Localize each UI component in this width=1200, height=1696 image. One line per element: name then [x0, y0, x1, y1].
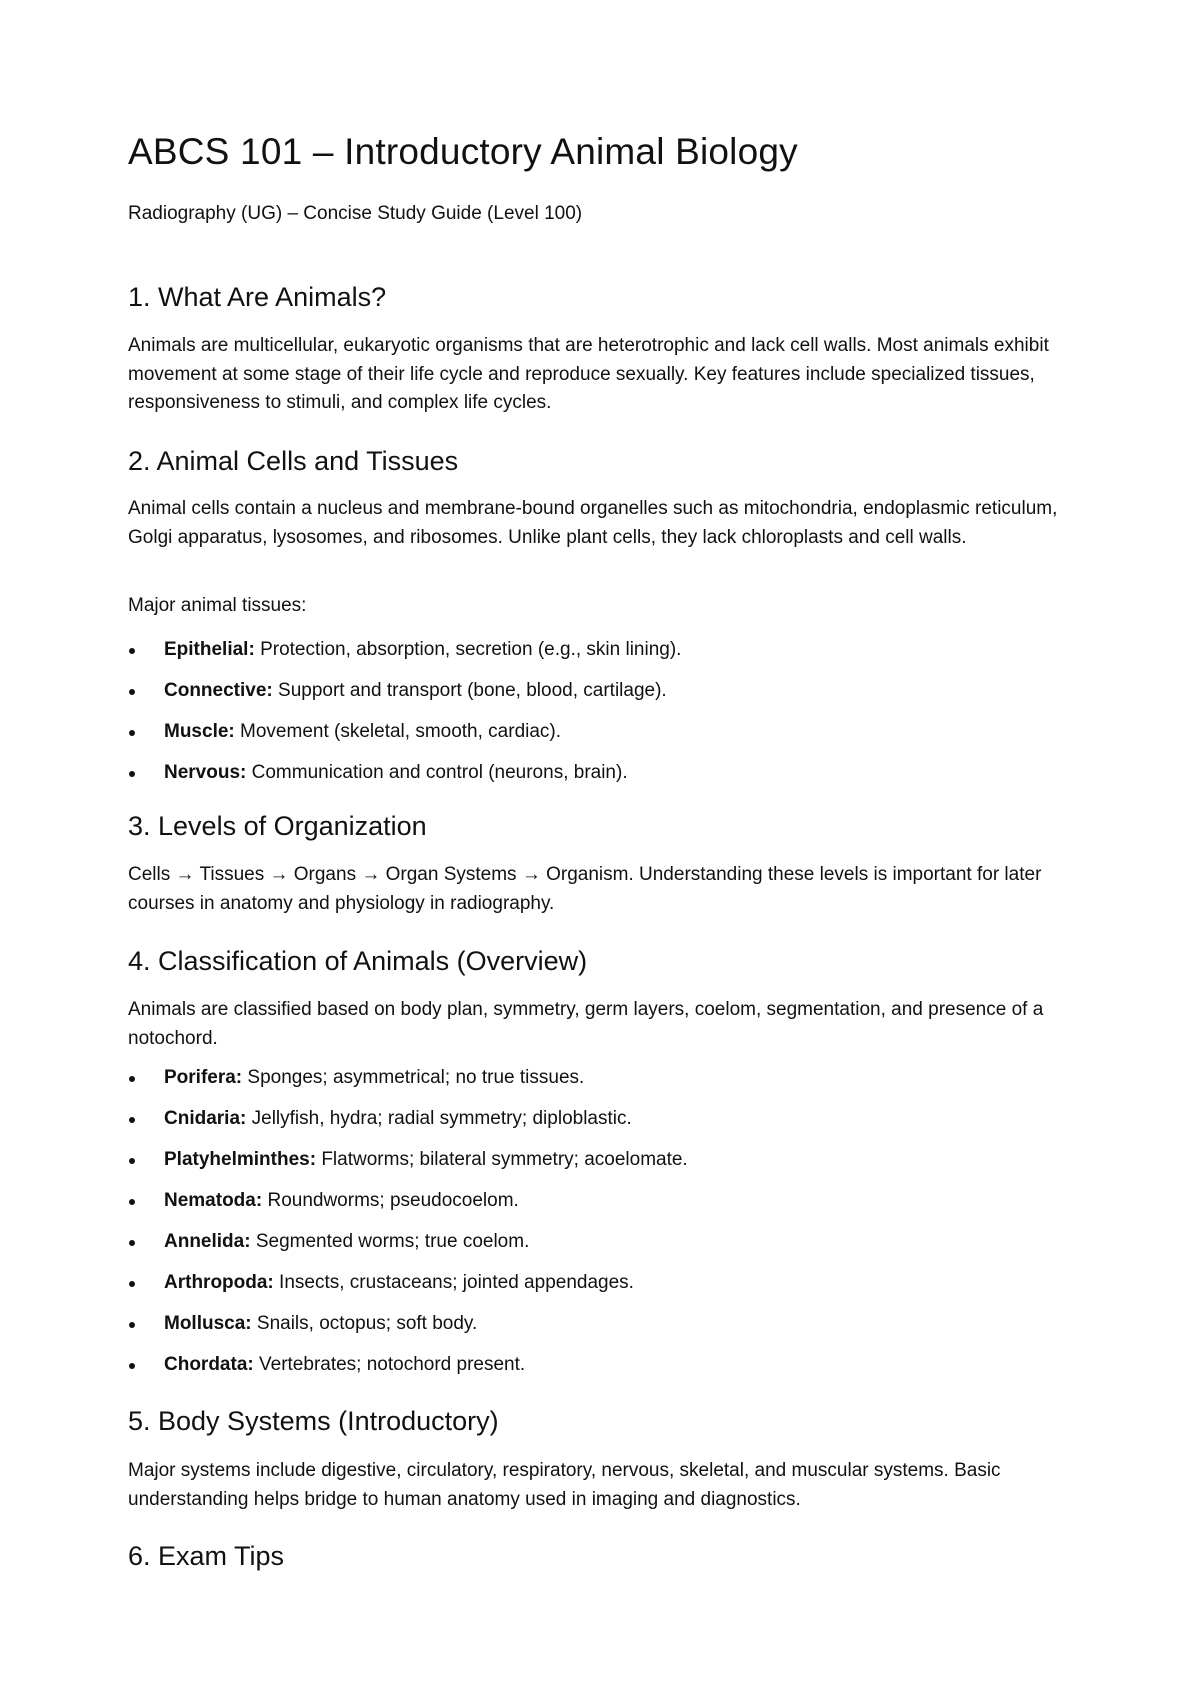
section-heading: 3. Levels of Organization	[128, 811, 427, 841]
section-heading: 6. Exam Tips	[128, 1541, 285, 1571]
list-item	[128, 1228, 1088, 1269]
list-item-term: Porifera:	[164, 1067, 243, 1088]
tissue-list	[128, 636, 1088, 800]
list-item-term: Chordata:	[164, 1354, 254, 1375]
list-item-term: Nematoda:	[164, 1190, 263, 1211]
section-heading: 4. Classification of Animals (Overview)	[128, 946, 588, 976]
bullet-icon	[129, 1076, 135, 1082]
list-item	[128, 1351, 1088, 1392]
list-item-text: Segmented worms; true coelom.	[250, 1231, 530, 1252]
list-item	[128, 718, 1088, 759]
list-item	[128, 759, 1088, 800]
section-heading: 1. What Are Animals?	[128, 282, 387, 312]
list-intro: Major animal tissues:	[128, 595, 307, 616]
bullet-icon	[129, 771, 135, 777]
section-heading: 5. Body Systems (Introductory)	[128, 1406, 499, 1436]
list-item-text: Movement (skeletal, smooth, cardiac).	[234, 721, 562, 742]
list-item-text: Sponges; asymmetrical; no true tissues.	[242, 1067, 585, 1088]
section-paragraph: Animals are multicellular, eukaryotic organisms that are heterotrophic and lack cell walls. Most animals exhibit movement at some stage of their life cycle and reproduce sexually. Key features include specialized tissues, responsiveness to stimuli, and complex life cycles.	[128, 335, 1049, 413]
list-item-term: Epithelial:	[164, 639, 255, 660]
section-paragraph: Animal cells contain a nucleus and membrane-bound organelles such as mitochondria, endoplasmic reticulum, Golgi apparatus, lysosomes, and ribosomes. Unlike plant cells, they lack chloroplasts and cell walls.	[128, 498, 1058, 548]
list-item-term: Muscle:	[164, 721, 235, 742]
section-paragraph: Animals are classified based on body plan, symmetry, germ layers, coelom, segmentation, and presence of a notochord.	[128, 999, 1044, 1049]
bullet-icon	[129, 1158, 135, 1164]
list-item	[128, 636, 1088, 677]
list-item	[128, 1064, 1088, 1105]
list-item-term: Annelida:	[164, 1231, 251, 1252]
bullet-icon	[129, 1281, 135, 1287]
list-item-text: Insects, crustaceans; jointed appendages.	[273, 1272, 634, 1293]
list-item-term: Connective:	[164, 680, 273, 701]
bullet-icon	[129, 1240, 135, 1246]
section-heading: 2. Animal Cells and Tissues	[128, 446, 459, 476]
bullet-icon	[129, 689, 135, 695]
list-item-term: Nervous:	[164, 762, 247, 783]
bullet-icon	[129, 648, 135, 654]
list-item-term: Mollusca:	[164, 1313, 252, 1334]
list-item-text: Communication and control (neurons, brain).	[246, 762, 628, 783]
list-item	[128, 1105, 1088, 1146]
phylum-list	[128, 1064, 1088, 1392]
bullet-icon	[129, 1199, 135, 1205]
list-item-text: Support and transport (bone, blood, cartilage).	[272, 680, 667, 701]
list-item	[128, 1269, 1088, 1310]
list-item	[128, 1146, 1088, 1187]
bullet-icon	[129, 1322, 135, 1328]
list-item-term: Arthropoda:	[164, 1272, 274, 1293]
list-item-text: Snails, octopus; soft body.	[251, 1313, 478, 1334]
document-title: ABCS 101 – Introductory Animal Biology	[128, 131, 798, 172]
section-paragraph: Cells → Tissues → Organs → Organ Systems → Organism. Understanding these levels is important for later courses in anatomy and physiology in radiography.	[128, 864, 1042, 914]
document-subtitle: Radiography (UG) – Concise Study Guide (Level 100)	[128, 203, 583, 224]
list-item	[128, 1310, 1088, 1351]
list-item-text: Roundworms; pseudocoelom.	[262, 1190, 519, 1211]
list-item	[128, 677, 1088, 718]
list-item-text: Protection, absorption, secretion (e.g., skin lining).	[254, 639, 682, 660]
section-paragraph: Major systems include digestive, circulatory, respiratory, nervous, skeletal, and muscular systems. Basic understanding helps bridge to human anatomy used in imaging and diagnostics.	[128, 1460, 1001, 1510]
list-item-text: Flatworms; bilateral symmetry; acoelomate.	[316, 1149, 688, 1170]
bullet-icon	[129, 1363, 135, 1369]
list-item-term: Cnidaria:	[164, 1108, 247, 1129]
bullet-icon	[129, 1117, 135, 1123]
list-item-text: Vertebrates; notochord present.	[253, 1354, 526, 1375]
bullet-icon	[129, 730, 135, 736]
list-item-term: Platyhelminthes:	[164, 1149, 317, 1170]
list-item	[128, 1187, 1088, 1228]
list-item-text: Jellyfish, hydra; radial symmetry; diploblastic.	[246, 1108, 632, 1129]
